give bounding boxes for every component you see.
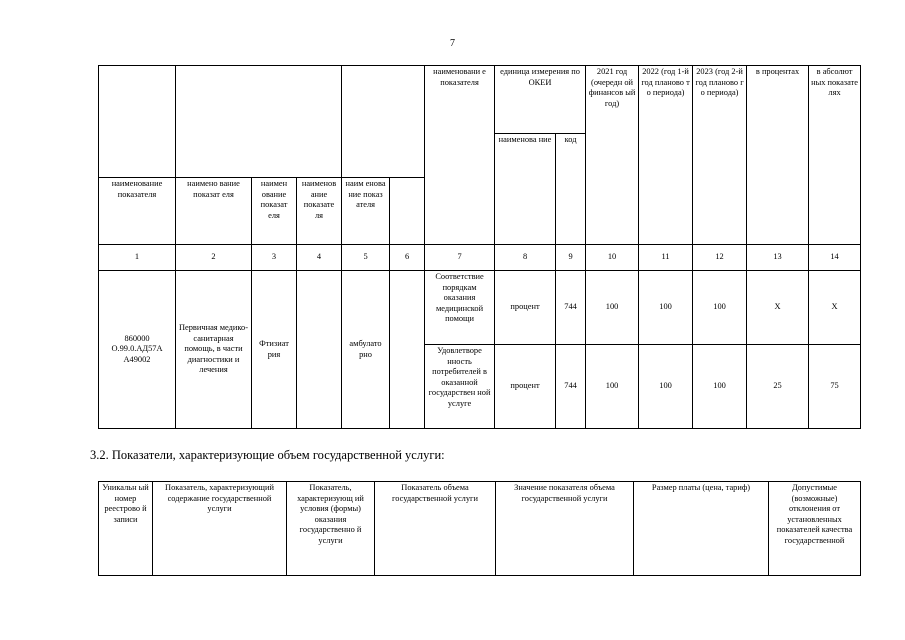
value-2022: 100	[639, 345, 693, 429]
deviation-absolute: X	[809, 271, 861, 345]
header-year-2022: 2022 (год 1-й год планово т о периода)	[639, 66, 693, 245]
col-number: 6	[390, 245, 425, 271]
col-number: 4	[297, 245, 342, 271]
header-volume-indicator: Показатель объема государственной услуги	[375, 482, 496, 576]
col-number: 14	[809, 245, 861, 271]
header-in-percent: в процентах	[747, 66, 809, 245]
value-2023: 100	[693, 271, 747, 345]
value-2023: 100	[693, 345, 747, 429]
header-service-conditions: Показатель, характеризующ ий условия (формы) оказания государственно й услуги	[287, 482, 375, 576]
empty-cell	[99, 66, 176, 178]
col-number: 11	[639, 245, 693, 271]
header-volume-value: Значение показателя объема государственной услуги	[496, 482, 634, 576]
page-number: 7	[450, 38, 455, 49]
value-2022: 100	[639, 271, 693, 345]
condition: амбулато рно	[342, 271, 390, 429]
header-indicator-c6: наим енова ние показ ателя	[342, 178, 390, 245]
empty-cell	[176, 66, 342, 178]
empty-cell	[390, 271, 425, 429]
header-year-2021: 2021 год (очередн ой финансов ый год)	[586, 66, 639, 245]
unit-code: 744	[556, 271, 586, 345]
col-number: 10	[586, 245, 639, 271]
registry-number: 860000 О.99.0.АД57А А49002	[99, 271, 176, 429]
header-unit-okei: единица измерения по ОКЕИ	[495, 66, 586, 134]
header-indicator-c2: наименование показателя	[99, 178, 176, 245]
header-service-content: Показатель, характеризующий содержание государственной услуги	[153, 482, 287, 576]
deviation-percent: X	[747, 271, 809, 345]
header-indicator-c5: наименов ание показате ля	[297, 178, 342, 245]
col-number: 5	[342, 245, 390, 271]
care-type: Первичная медико-санитарная помощь, в части диагностики и лечения	[176, 271, 252, 429]
col-number: 2	[176, 245, 252, 271]
header-in-absolute: в абсолют ных показате лях	[809, 66, 861, 245]
header-registry-number: Уникальн ый номер реестрово й записи	[99, 482, 153, 576]
deviation-percent: 25	[747, 345, 809, 429]
empty-cell	[342, 66, 425, 178]
unit-name: процент	[495, 271, 556, 345]
unit-name: процент	[495, 345, 556, 429]
col-number: 8	[495, 245, 556, 271]
col-number: 7	[425, 245, 495, 271]
deviation-absolute: 75	[809, 345, 861, 429]
header-unit-name: наименова ние	[495, 134, 556, 245]
header-year-2023: 2023 (год 2-й год планово г о периода)	[693, 66, 747, 245]
header-indicator-c3: наимено вание показат еля	[176, 178, 252, 245]
col-number: 1	[99, 245, 176, 271]
col-number: 3	[252, 245, 297, 271]
specialty: Фтизиат рия	[252, 271, 297, 429]
section-heading: 3.2. Показатели, характеризующие объем государственной услуги:	[90, 448, 445, 462]
header-fee-amount: Размер платы (цена, тариф)	[634, 482, 769, 576]
indicator-name: Соответствие порядкам оказания медицинской помощи	[425, 271, 495, 345]
header-indicator-c4: наимен ование показат еля	[252, 178, 297, 245]
value-2021: 100	[586, 345, 639, 429]
value-2021: 100	[586, 271, 639, 345]
header-indicator-name: наименовани е показателя	[425, 66, 495, 245]
volume-indicators-table	[98, 481, 861, 576]
col-number: 13	[747, 245, 809, 271]
header-allowed-deviations: Допустимые (возможные) отклонения от установленных показателей качества государственной	[769, 482, 861, 576]
unit-code: 744	[556, 345, 586, 429]
col-number: 9	[556, 245, 586, 271]
col-number: 12	[693, 245, 747, 271]
indicator-name: Удовлетворе нность потребителей в оказанной государствен ной услуге	[425, 345, 495, 429]
quality-indicators-table	[98, 65, 861, 429]
header-unit-code: код	[556, 134, 586, 245]
empty-cell	[297, 271, 342, 429]
